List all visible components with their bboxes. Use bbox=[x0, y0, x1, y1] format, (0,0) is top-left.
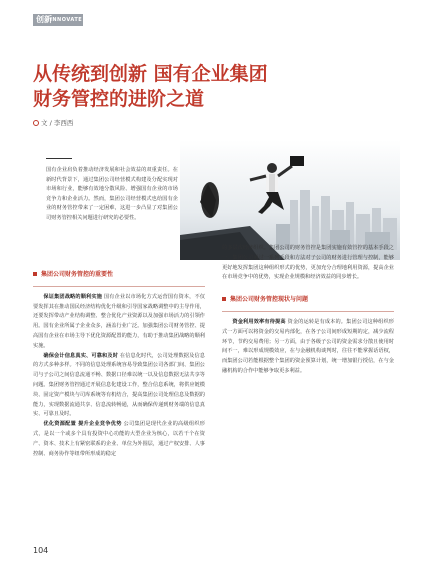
abstract: 国有企业肩负着推动经济发展和社会效益的双重责任。在新时代背景下，通过集团公司经营模式构建及分配实现对市场和行业，能够有效地分散风险、增强国有企业的市场竞争力和企业活力。然而，集团公司经营模式也给国有企业的财务管控带来了一定困难，这进一步凸显了对集团公司财务管控相关问题进行研究的必要性。 bbox=[46, 167, 178, 221]
spacer bbox=[222, 283, 394, 293]
paragraph-text: 国有企业以市场化方式运营国有资本，不仅要发挥其在推动国民经济结构优化升级和引导国家战略调整中的主导作用，还要发挥带动产业结构调整、整合优化产业资源以及加强市场活力的引领作用。国有企业所属子企业众多，涵盖行业广泛。加强集团公司财务管控、提高国有企业在市场主导下优化资源配置的能力，有助于推动集团战略的顺利实施。 bbox=[33, 293, 205, 349]
section-label-cn: 创新 bbox=[36, 15, 52, 24]
section-heading-importance: 集团公司财务管控的重要性 bbox=[33, 270, 205, 280]
paragraph bbox=[33, 293, 205, 352]
paragraph-lead: 优化资源配置 提升企业竞争优势 bbox=[43, 421, 122, 428]
title-line-1: 从传统到创新 国有企业集团 bbox=[33, 63, 268, 85]
paragraph bbox=[222, 318, 394, 377]
article-title bbox=[33, 62, 403, 112]
cover-photo bbox=[180, 140, 400, 260]
title-line-2: 财务管控的进阶之道 bbox=[33, 88, 205, 110]
businessman-jumping-image bbox=[180, 140, 400, 260]
paragraph-lead: 确保会计信息真实、可靠和及时 bbox=[43, 352, 119, 359]
section-label-en: INNOVATE bbox=[50, 17, 83, 23]
paragraph-text: 资金的运转是有成本的。集团公司这种组织形式一方面可以将资金的交易内部化，在各子公司间形成短期的定，减少流程环节，节约交易费用；另一方面，由于各级子公司的资金需求分散且使用时间不一，难以形成规模效应，在与金融机构谈判时，往往不能掌握话语权，而集团公司若能根据整个集团的资金预算计划，统一增加银行授信，在与金融机构的合作中能够争取更多利益。 bbox=[222, 318, 394, 374]
paragraph-text: 的多层次经济组织。集团公司的财务管控是集团实施有效管控的基本手段之一。集团公司通过一系列手段和方法对子公司的财务进行管理与控制，能够更好地发挥集团这种组织形式的优势，更加充分合理地利用资源，提高企业在市场竞争中的优势，实现企业规模和经济效益的同步增长。 bbox=[222, 245, 394, 281]
left-column bbox=[33, 268, 205, 459]
page-number: 104 bbox=[33, 546, 49, 555]
page-header bbox=[0, 0, 427, 40]
paragraph bbox=[33, 420, 205, 459]
section-heading-status: 集团公司财务管控现状与问题 bbox=[222, 295, 394, 305]
author-line bbox=[33, 118, 73, 127]
paragraph-lead: 资金利用效率有待提高 bbox=[232, 318, 286, 325]
section-divider bbox=[33, 286, 205, 287]
section-tab bbox=[33, 14, 83, 26]
paragraph-text: 在信息化时代，公司处理数据及信息的方式多种多样。不同的信息处理系统容易导致集团公司各部门间、集团公司与子公司之间信息流通不畅、数据口径难以统一以及信息数据无法共享等问题。集团财务管控通过开展信息化建设工作，整合信息系统，将供应链模块、固定资产模块与司库系统等有机结合，提高集团公司处理信息及数据的能力，实现数据流通共享、信息流转畅通，从而确保传递到财务端的信息真实、可靠且及时。 bbox=[33, 352, 205, 418]
right-column bbox=[222, 244, 394, 377]
paragraph-text: 公司集团是现代企业的高级组织形式，是以一个或多个具有投资中心功能的大型企业为核心，以若干个在资产、资本、技术上有紧密联系的企业、单位为外围层，通过产权安排、人事控制、商务协作等纽带所形成的稳定 bbox=[33, 421, 205, 457]
paragraph bbox=[33, 352, 205, 421]
section-divider bbox=[222, 311, 394, 312]
paragraph-lead: 保证集团战略的顺利实施 bbox=[43, 293, 103, 300]
author-bullet-icon bbox=[33, 120, 39, 126]
abstract-divider bbox=[46, 158, 72, 159]
author-name: 文 / 李西西 bbox=[41, 119, 74, 127]
